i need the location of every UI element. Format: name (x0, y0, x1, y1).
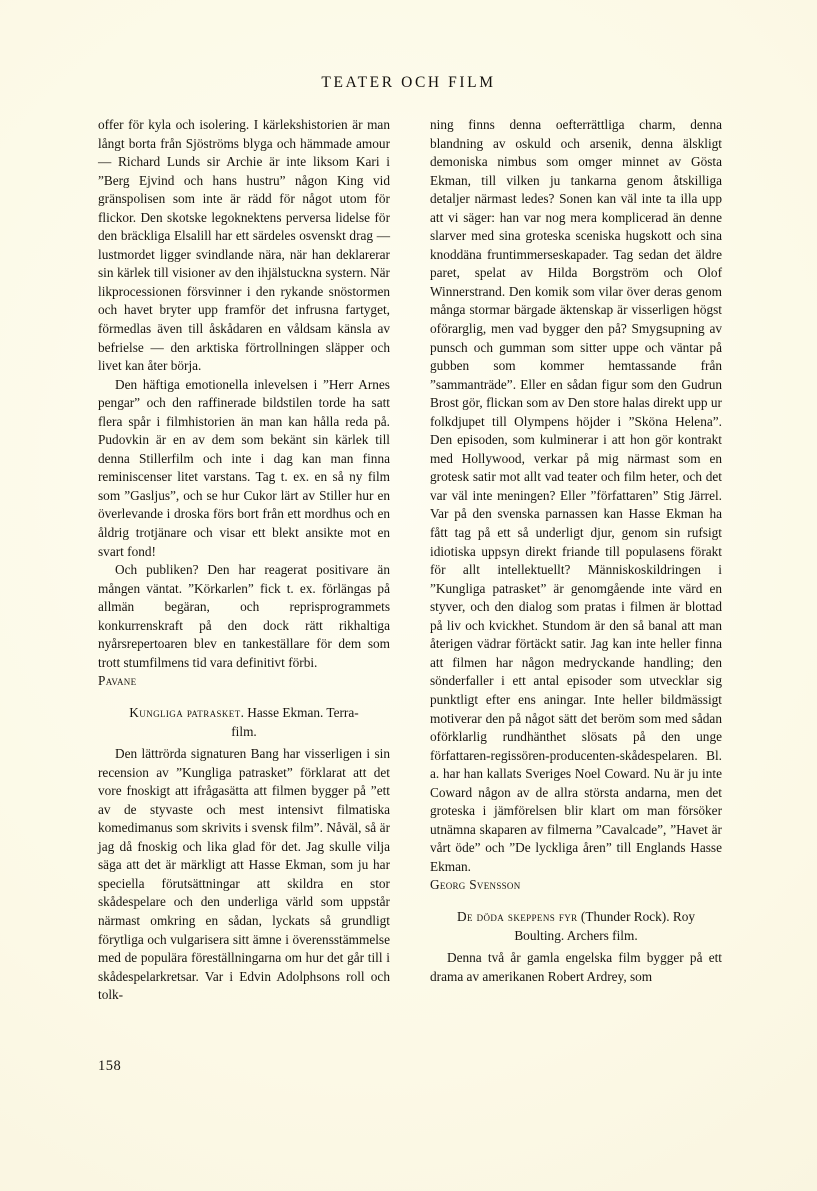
right-film-credits: (Thunder Rock). Roy (577, 908, 696, 924)
right-film-heading (430, 908, 722, 945)
left-film-heading-line-2: film. (231, 723, 257, 739)
left-review-signature: Pavane (98, 673, 137, 689)
right-film-heading-line-2: Boulting. Archers film. (514, 927, 638, 943)
right-review-paragraph: Denna två år gamla engelska film bygger på ett drama av amerikanen Robert Ardrey, som (430, 950, 722, 984)
right-continued-paragraph: ning finns denna oefterrättliga charm, denna blandning av oskuld och arsenik, denna älskligt demoniska nimbus som omger minnet av Gösta Ekman, till vilken ju tankarna genom åtskilliga detaljer närmast ledes? Sonen kan väl inte ta illa upp att vi säger: han var nog mera komplicerad än denne slarver med sina groteska sceniska hugskott och sina knoddäna fruntimmerseskapader. Tag sedan det äldre paret, spelat av Hilda Borgström och Olof Winnerstrand. Den komik som vilar över deras genom många stormar bärgade äktenskap är visserligen högst oförarglig, men vad bygger den på? Smygsupning av punsch och gumman som sitter uppe och väntar på gubben som kommer hemtassande från ”sammanträde”. Eller en sådan figur som den Gudrun Brost gör, flickan som av Den store halas direkt upp ur folkdjupet till Olympens höjder i ”Sköna Helena”. Den episoden, som kulminerar i att hon gör kontrakt med Hollywood, verkar på mig närmast som en grotesk satir mot allt vad teater och film heter, och det var väl inte meningen? Eller ”författaren” Stig Järrel. Var på den svenska parnassen kan Hasse Ekman ha fått tag på ett så underligt djur, genom sin rufsigt idiotiska uppsyn direkt friande till populasens förakt för allt intellektuellt? Människoskildringen i ”Kungliga patrasket” är genomgående inte värd en styver, och den dialog som pratas i filmen är blottad på liv och kvickhet. Stundom är den så banal att man återigen vädrar förtäckt satir. Jag kan inte heller finna att filmen har någon medryckande handling; den sönderfaller i ett antal episoder som utvecklar sig punktligt efter ens aningar. Inte heller bildmässigt motiverar den på något sätt det beröm som med sådan oförklarlig rundhänthet slösats på den unge författaren-regissören-producenten-skådespelaren. Bl. a. har han kallats Sveriges Noel Coward. Nu är ju inte Coward någon av de allra största andarna, men det groteska i jämförelsen blir klart om man försöker utnämna skaparen av filmerna ”Cavalcade”, ”Havet är vårt öde” och ”De lyckliga åren” till Englands Hasse Ekman. (430, 117, 722, 874)
right-film-title: De döda skeppens fyr (456, 908, 578, 924)
two-column-text-body (98, 116, 723, 1005)
left-review-paragraph: Den lättrörda signaturen Bang har visserligen i sin recension av ”Kungliga patrasket” förklarat att det vore fnoskigt att ifrågasätta att filmen bygger på ”ett av de styvaste och mest intensivt filmatiska komedimanus som skrivits i svensk film”. Nåväl, så är jag då fnoskig och lika glad för det. Jag skulle vilja säga att det är märkligt att Hasse Ekman, som ju har speciella förutsättningar att skildra en stor skådespelare och den underliga värld som uppstår närmast omkring en sådan, lyckats så grundligt förytliga och vulgarisera sitt ämne i överensstämmelse med de populära föreställningarna om hur det går till i skådespelarkretsar. Var i Edvin Adolphsons roll och tolk- (98, 746, 390, 1003)
left-column (98, 116, 390, 1005)
left-film-heading (98, 704, 390, 741)
page-number: 158 (98, 1058, 122, 1074)
right-review-signature: Georg Svensson (430, 877, 521, 893)
left-film-credits: . Hasse Ekman. Terra- (240, 704, 359, 720)
right-column (430, 116, 722, 1005)
running-head: TEATER OCH FILM (321, 74, 496, 91)
left-paragraph-2: Den häftiga emotionella inlevelsen i ”Herr Arnes pengar” och den raffinerade bildstilen torde ha satt flera spår i filmhistorien än man kan hålla reda på. Pudovkin är en av dem som bekänt sin kärlek till denna Stillerfilm och inte i dag kan man finna reminiscenser litet varstans. Tag t. ex. en så ny film som ”Gasljus”, och se hur Cukor lärt av Stiller hur en överlevande i droska förs bort från ett mordhus och en åldrig trotjänare och visar ett blekt ansikte mot en svart fond! (98, 376, 390, 559)
left-film-title: Kungliga patrasket (129, 704, 241, 720)
right-film-heading-line-1 (430, 908, 722, 927)
left-film-heading-line-1 (98, 704, 390, 723)
left-paragraph-3: Och publiken? Den har reagerat positivare än mången väntat. ”Körkarlen” fick t. ex. förlängas på allmän begäran, och reprisprogrammets konkurrenskraft på den dock rätt rikhaltiga nyårsrepertoaren blev en tankeställare för dem som trott stumfilmens tid vara definitivt förbi. (98, 562, 390, 670)
left-continued-paragraph: offer för kyla och isolering. I kärlekshistorien är man långt borta från Sjöströms blyga och hämmade amour — Richard Lunds sir Archie är inte liksom Kari i ”Berg Ejvind och hans hustru” någon King vid gränspolisen som inte är rädd för något utom för flickor. Den skotske legoknektens perversa lidelse för den bräckliga Elsalill har ett särdeles osvenskt drag — lustmordet ligger svindlande nära, när han deklarerar sin kärlek till visioner av den ihjälstuckna systern. När likprocessionen försvinner i den rykande snöstormen och havet bryter upp framför det infrusna fartyget, förmedlas även till åskådaren en våldsam känsla av befrielse — den arktiska förtrollningen släpper och livet kan åter börja. (98, 117, 390, 374)
